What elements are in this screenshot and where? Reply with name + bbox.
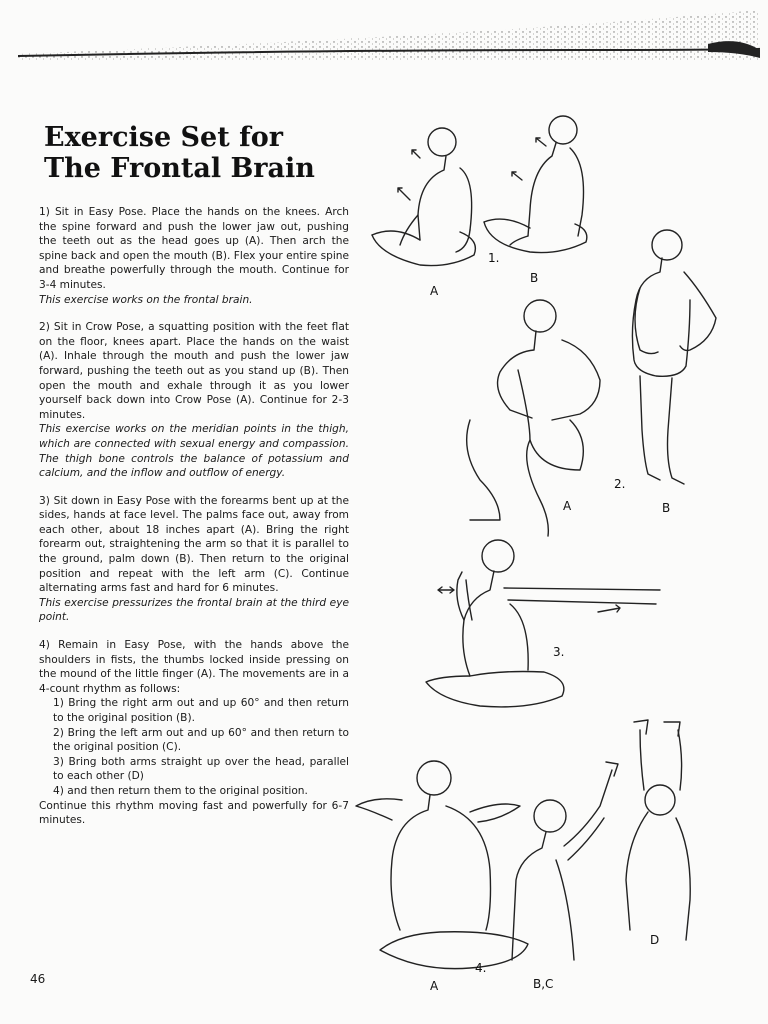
figure-4-number: 4.: [475, 961, 487, 975]
figure-1b-label: B: [530, 271, 539, 285]
exercise-3-text: 3) Sit down in Easy Pose with the forearms bent up at the sides, hands at face level. The palms face out, away from each other, about 18 inches apart (A). Bring the right forearm out, straightening the arm so that it is parallel to the ground, palm down (B). Then return to the original position and repeat with the left arm (C). Continue alternating arms fast and hard for 6 minutes.: [39, 494, 349, 595]
exercise-1-note: This exercise works on the frontal brain.: [39, 293, 253, 306]
figure-2-number: 2.: [614, 477, 626, 491]
figure-4bc-label: B,C: [533, 977, 554, 991]
figure-4d-illustration: [626, 720, 690, 940]
figure-2b-illustration: [632, 230, 716, 484]
exercise-4-text: 4) Remain in Easy Pose, with the hands above the shoulders in fists, the thumbs locked inside pressing on the mound of the little finger (A). The movements are in a 4-count rhythm as follows:: [39, 639, 349, 695]
page-number: 46: [30, 972, 46, 986]
exercise-2: [39, 320, 349, 481]
exercise-4-step: 1) Bring the right arm out and up 60° and then return to the original position (B).: [53, 697, 349, 724]
figure-4d-label: D: [650, 933, 660, 947]
exercise-4-step: 2) Bring the left arm out and up 60° and then return to the original position (C).: [53, 726, 349, 754]
exercise-1: [39, 205, 349, 307]
exercise-2-note: This exercise works on the meridian points in the thigh, which are connected with sexual energy and compassion. The thigh bone controls the balance of potassium and calcium, and the inflow and outflow of energy.: [39, 423, 349, 480]
instructions-column: [39, 205, 349, 828]
figure-2a-label: A: [563, 499, 572, 513]
figure-2b-label: B: [662, 501, 671, 515]
figure-3-number: 3.: [553, 645, 565, 659]
figure-1a-label: A: [430, 284, 439, 298]
figure-4a-illustration: [356, 761, 528, 969]
exercise-3-note: This exercise pressurizes the frontal brain at the third eye point.: [39, 596, 349, 624]
exercise-4-step: 3) Bring both arms straight up over the head, parallel to each other (D): [53, 755, 349, 783]
page-title: [44, 122, 364, 184]
title-line-2: The Frontal Brain: [44, 153, 315, 184]
title-line-1: Exercise Set for: [44, 122, 283, 153]
figure-3-illustration: [426, 540, 660, 707]
figure-1b-illustration: [484, 116, 587, 253]
figure-1a-illustration: [372, 128, 475, 266]
exercise-1-text: 1) Sit in Easy Pose. Place the hands on the knees. Arch the spine forward and push the lower jaw out, pushing the teeth out as the head goes up (A). Then arch the spine back and open the mouth (B). Flex your entire spine and breathe powerfully through the mouth. Continue for 3-4 minutes.: [39, 206, 349, 291]
header-texture-band: [18, 6, 760, 60]
exercise-2-text: 2) Sit in Crow Pose, a squatting position with the feet flat on the floor, knees apart. Place the hands on the waist (A). Inhale through the mouth and push the lower jaw forward, pushing the teeth out as you stand up (B). Then open the mouth and exhale through it as you lower yourself back down into Crow Pose (A). Continue for 2-3 minutes.: [39, 321, 349, 421]
exercise-4: [39, 638, 349, 828]
exercise-4-steps: [39, 696, 349, 798]
exercise-4-closing: Continue this rhythm moving fast and powerfully for 6-7 minutes.: [39, 799, 349, 827]
figure-4bc-illustration: [512, 762, 618, 960]
figure-4a-label: A: [430, 979, 439, 993]
exercise-4-step: 4) and then return them to the original position.: [53, 784, 308, 797]
figure-1-number: 1.: [488, 251, 500, 265]
exercise-3: [39, 494, 349, 625]
figure-2a-illustration: [467, 300, 600, 536]
